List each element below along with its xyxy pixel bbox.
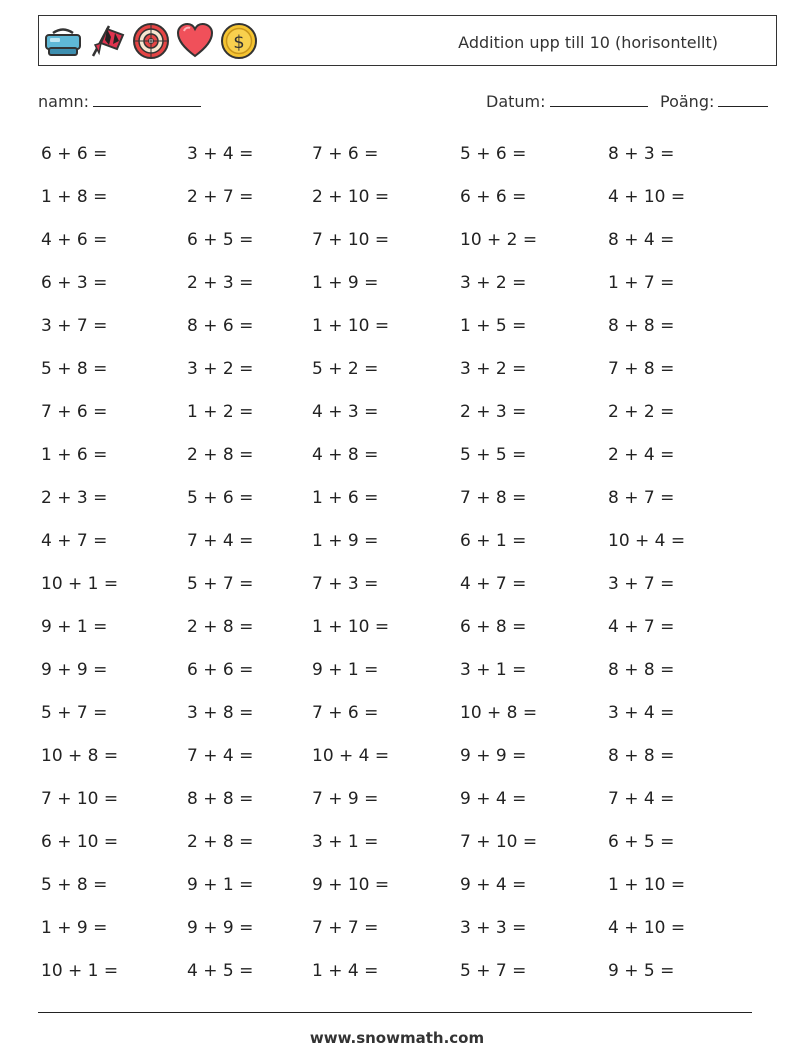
name-line[interactable] <box>93 92 201 107</box>
problem-item: 6 + 6 = <box>460 187 527 207</box>
problem-item: 7 + 3 = <box>312 574 379 594</box>
problem-item: 5 + 6 = <box>460 144 527 164</box>
name-field <box>38 92 201 111</box>
header-icons <box>43 21 259 61</box>
score-label: Poäng: <box>660 92 715 111</box>
problem-item: 7 + 4 = <box>187 746 254 766</box>
problem-item: 10 + 4 = <box>608 531 686 551</box>
problem-item: 9 + 4 = <box>460 789 527 809</box>
problem-item: 6 + 5 = <box>187 230 254 250</box>
problem-item: 7 + 6 = <box>41 402 108 422</box>
problem-item: 9 + 9 = <box>41 660 108 680</box>
problem-item: 4 + 10 = <box>608 918 686 938</box>
problem-item: 1 + 6 = <box>41 445 108 465</box>
problem-item: 1 + 5 = <box>460 316 527 336</box>
problem-item: 7 + 8 = <box>460 488 527 508</box>
problem-item: 6 + 8 = <box>460 617 527 637</box>
score-field <box>660 92 768 111</box>
date-label: Datum: <box>486 92 546 111</box>
problem-item: 2 + 10 = <box>312 187 390 207</box>
problem-item: 4 + 5 = <box>187 961 254 981</box>
date-field <box>486 92 648 111</box>
problem-item: 1 + 10 = <box>608 875 686 895</box>
problem-item: 6 + 6 = <box>41 144 108 164</box>
problem-item: 8 + 8 = <box>608 316 675 336</box>
problem-item: 1 + 10 = <box>312 316 390 336</box>
problem-item: 2 + 3 = <box>460 402 527 422</box>
problem-item: 10 + 1 = <box>41 574 119 594</box>
problem-item: 8 + 4 = <box>608 230 675 250</box>
problem-item: 5 + 2 = <box>312 359 379 379</box>
problem-item: 8 + 3 = <box>608 144 675 164</box>
problem-item: 3 + 4 = <box>608 703 675 723</box>
problem-item: 1 + 8 = <box>41 187 108 207</box>
svg-text:$: $ <box>233 32 245 53</box>
problem-item: 7 + 10 = <box>312 230 390 250</box>
problem-item: 8 + 6 = <box>187 316 254 336</box>
problem-item: 7 + 6 = <box>312 144 379 164</box>
problem-item: 4 + 8 = <box>312 445 379 465</box>
problem-item: 5 + 7 = <box>41 703 108 723</box>
problem-item: 9 + 9 = <box>187 918 254 938</box>
problem-item: 9 + 5 = <box>608 961 675 981</box>
problem-item: 3 + 8 = <box>187 703 254 723</box>
problem-item: 2 + 7 = <box>187 187 254 207</box>
problem-item: 3 + 1 = <box>312 832 379 852</box>
problem-item: 6 + 10 = <box>41 832 119 852</box>
problem-item: 7 + 10 = <box>41 789 119 809</box>
problem-item: 3 + 7 = <box>608 574 675 594</box>
problem-item: 3 + 1 = <box>460 660 527 680</box>
problem-item: 2 + 8 = <box>187 617 254 637</box>
problem-item: 3 + 7 = <box>41 316 108 336</box>
problem-item: 1 + 9 = <box>312 273 379 293</box>
problem-item: 1 + 6 = <box>312 488 379 508</box>
problem-item: 9 + 4 = <box>460 875 527 895</box>
problem-item: 8 + 8 = <box>608 660 675 680</box>
problem-item: 4 + 3 = <box>312 402 379 422</box>
problem-item: 10 + 2 = <box>460 230 538 250</box>
problem-item: 3 + 2 = <box>460 359 527 379</box>
problem-item: 1 + 2 = <box>187 402 254 422</box>
checkered-flag-icon <box>87 21 127 61</box>
problem-item: 7 + 10 = <box>460 832 538 852</box>
dollar-coin-icon <box>219 21 259 61</box>
problem-item: 1 + 9 = <box>312 531 379 551</box>
problem-item: 7 + 7 = <box>312 918 379 938</box>
problem-item: 1 + 4 = <box>312 961 379 981</box>
date-line[interactable] <box>550 92 648 107</box>
name-label: namn: <box>38 92 90 111</box>
problem-item: 2 + 2 = <box>608 402 675 422</box>
problem-item: 9 + 10 = <box>312 875 390 895</box>
worksheet-title: Addition upp till 10 (horisontellt) <box>458 33 718 52</box>
problem-item: 4 + 7 = <box>460 574 527 594</box>
problem-item: 9 + 1 = <box>187 875 254 895</box>
problem-item: 7 + 4 = <box>187 531 254 551</box>
problem-item: 7 + 6 = <box>312 703 379 723</box>
problem-item: 6 + 3 = <box>41 273 108 293</box>
problem-item: 10 + 8 = <box>41 746 119 766</box>
header-box <box>38 15 777 66</box>
problem-item: 3 + 3 = <box>460 918 527 938</box>
problem-item: 5 + 7 = <box>187 574 254 594</box>
footer-rule <box>38 1012 752 1013</box>
problem-item: 5 + 7 = <box>460 961 527 981</box>
problem-item: 1 + 9 = <box>41 918 108 938</box>
problem-item: 7 + 4 = <box>608 789 675 809</box>
problem-item: 7 + 9 = <box>312 789 379 809</box>
problem-item: 9 + 9 = <box>460 746 527 766</box>
problem-item: 5 + 8 = <box>41 359 108 379</box>
problem-item: 5 + 8 = <box>41 875 108 895</box>
problem-item: 6 + 5 = <box>608 832 675 852</box>
problem-item: 2 + 3 = <box>41 488 108 508</box>
problem-item: 4 + 7 = <box>608 617 675 637</box>
problem-item: 3 + 2 = <box>187 359 254 379</box>
problem-item: 9 + 1 = <box>41 617 108 637</box>
problem-item: 3 + 4 = <box>187 144 254 164</box>
problem-item: 5 + 6 = <box>187 488 254 508</box>
problem-item: 2 + 8 = <box>187 832 254 852</box>
problem-item: 7 + 8 = <box>608 359 675 379</box>
problem-item: 2 + 8 = <box>187 445 254 465</box>
dartboard-icon <box>131 21 171 61</box>
problem-item: 2 + 3 = <box>187 273 254 293</box>
problem-item: 3 + 2 = <box>460 273 527 293</box>
problem-item: 4 + 6 = <box>41 230 108 250</box>
problem-item: 10 + 8 = <box>460 703 538 723</box>
score-line[interactable] <box>718 92 768 107</box>
problem-item: 2 + 4 = <box>608 445 675 465</box>
problem-item: 8 + 8 = <box>187 789 254 809</box>
problem-item: 8 + 7 = <box>608 488 675 508</box>
problem-item: 5 + 5 = <box>460 445 527 465</box>
problem-item: 10 + 4 = <box>312 746 390 766</box>
problem-item: 1 + 10 = <box>312 617 390 637</box>
problem-item: 6 + 6 = <box>187 660 254 680</box>
problem-item: 1 + 7 = <box>608 273 675 293</box>
problem-item: 4 + 7 = <box>41 531 108 551</box>
vr-headset-icon <box>43 21 83 61</box>
problem-item: 6 + 1 = <box>460 531 527 551</box>
problem-item: 8 + 8 = <box>608 746 675 766</box>
heart-icon <box>175 21 215 61</box>
problem-item: 4 + 10 = <box>608 187 686 207</box>
problem-item: 9 + 1 = <box>312 660 379 680</box>
problem-item: 10 + 1 = <box>41 961 119 981</box>
footer-url: www.snowmath.com <box>309 1029 485 1047</box>
